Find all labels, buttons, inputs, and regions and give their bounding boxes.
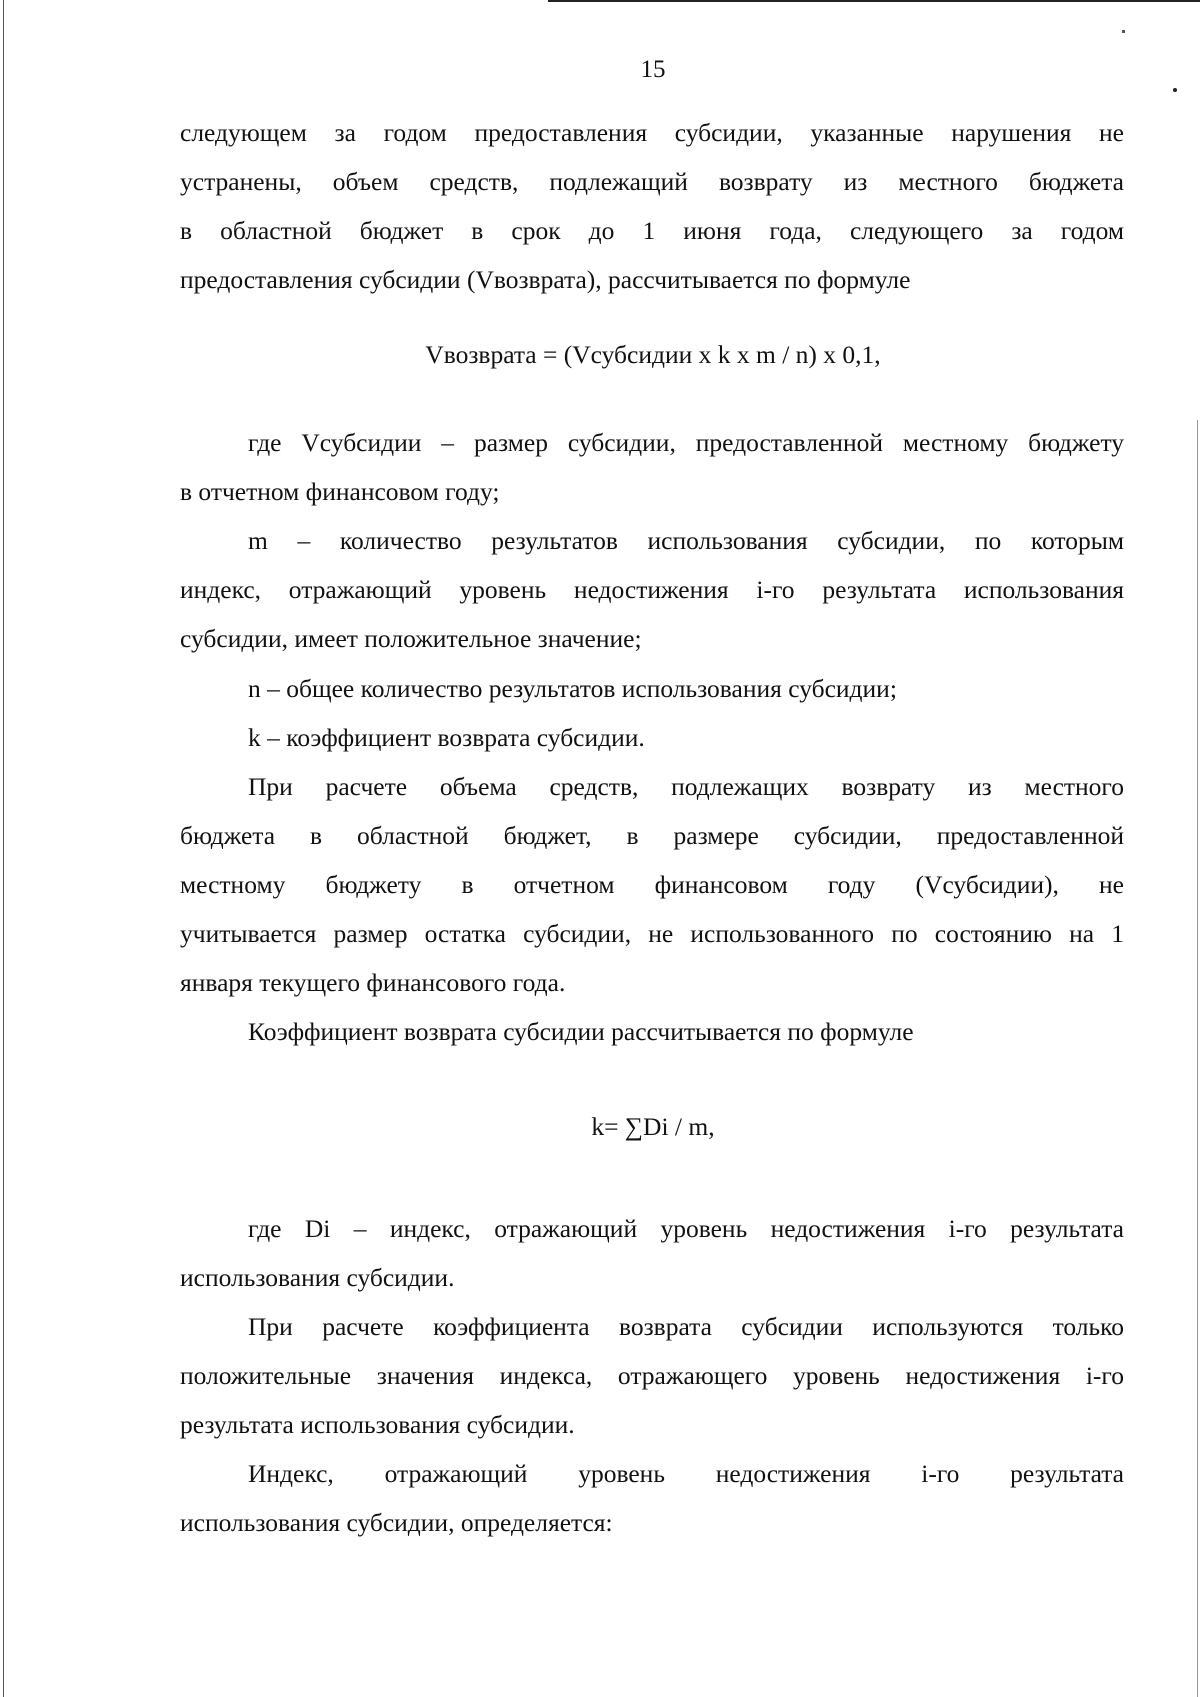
scan-edge-right (1197, 420, 1198, 1697)
scan-edge-top (548, 0, 1200, 2)
text-line: Индекс, отражающий уровень недостижения i-го результата (248, 1459, 1124, 1488)
text-line: использования субсидии. (180, 1263, 455, 1292)
text-line: местному бюджету в отчетном финансовом году (Vсубсидии), не (180, 870, 1124, 899)
text-line: положительные значения индекса, отражающего уровень недостижения i-го (180, 1361, 1124, 1390)
formula-return-volume: Vвозврата = (Vсубсидии x k x m / n) x 0,1, (425, 340, 881, 369)
scan-edge-left (3, 0, 4, 1697)
text-line: в областной бюджет в срок до 1 июня года, следующего за годом (180, 216, 1124, 245)
text-line: учитывается размер остатка субсидии, не использованного по состоянию на 1 (180, 919, 1124, 948)
text-line: использования субсидии, определяется: (180, 1508, 613, 1537)
coefficient-intro: Коэффициент возврата субсидии рассчитывается по формуле (248, 1017, 914, 1046)
text-line: января текущего финансового года. (180, 968, 566, 997)
formula-coefficient: k= ∑Di / m, (591, 1112, 715, 1141)
text-line: результата использования субсидии. (180, 1410, 575, 1439)
text-line: При расчете коэффициента возврата субсидии используются только (248, 1312, 1124, 1341)
text-line: предоставления субсидии (Vвозврата), рассчитывается по формуле (180, 265, 911, 294)
text-line: индекс, отражающий уровень недостижения i-го результата использования (180, 575, 1124, 604)
text-line: где Di – индекс, отражающий уровень недостижения i-го результата (248, 1214, 1124, 1243)
text-line: в отчетном финансовом году; (180, 477, 500, 506)
text-line: где Vсубсидии – размер субсидии, предоставленной местному бюджету (248, 428, 1124, 457)
scan-speck-small (1122, 30, 1125, 33)
text-line: устранены, объем средств, подлежащий возврату из местного бюджета (180, 167, 1124, 196)
text-line: субсидии, имеет положительное значение; (180, 624, 642, 653)
text-line: бюджета в областной бюджет, в размере субсидии, предоставленной (180, 821, 1124, 850)
definition-k: k – коэффициент возврата субсидии. (248, 723, 645, 752)
text-line: следующем за годом предоставления субсидии, указанные нарушения не (180, 118, 1124, 147)
scan-speck (1173, 88, 1177, 92)
page-number: 15 (640, 56, 666, 83)
text-line: m – количество результатов использования субсидии, по которым (248, 526, 1124, 555)
text-line: При расчете объема средств, подлежащих возврату из местного (248, 772, 1124, 801)
definition-n: n – общее количество результатов использования субсидии; (248, 674, 897, 703)
